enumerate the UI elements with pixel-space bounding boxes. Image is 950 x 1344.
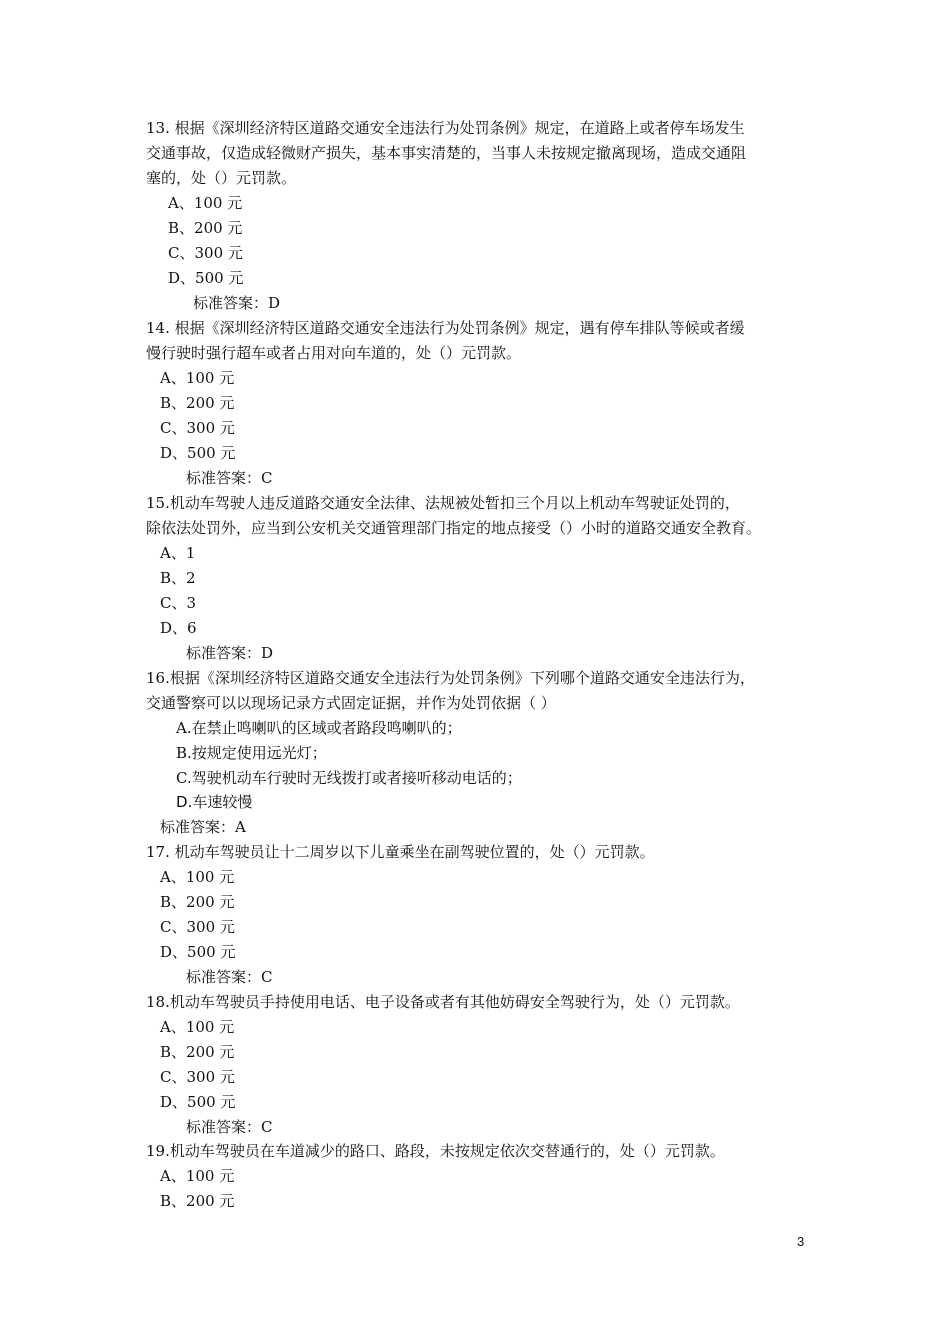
standard-answer: 标准答案：C [186,1118,273,1136]
option-b: B.按规定使用远光灯； [176,744,327,762]
question-text-line: 16.根据《深圳经济特区道路交通安全违法行为处罚条例》下列哪个道路交通安全违法行为， [146,669,755,687]
option-a: A.在禁止鸣喇叭的区域或者路段鸣喇叭的； [176,719,462,737]
option-c: C、3 [160,594,197,612]
standard-answer: 标准答案：C [186,469,273,487]
standard-answer: 标准答案：A [160,818,246,836]
option-d: D、500 元 [160,1093,236,1111]
option-b: B、200 元 [160,893,235,911]
option-d: D、500 元 [160,444,236,462]
option-c: C、300 元 [160,918,235,936]
option-d: D、6 [160,619,197,637]
question-text-line: 14. 根据《深圳经济特区道路交通安全违法行为处罚条例》规定，遇有停车排队等候或者缓 [146,319,745,337]
option-a: A、100 元 [160,1167,235,1185]
option-d: D、500 元 [168,269,244,287]
option-c: C、300 元 [168,244,243,262]
question-text-line: 交通警察可以以现场记录方式固定证据，并作为处罚依据（ ） [146,694,556,712]
question-text-line: 17. 机动车驾驶员让十二周岁以下儿童乘坐在副驾驶位置的，处（）元罚款。 [146,843,655,861]
option-c: C、300 元 [160,419,235,437]
option-d: D.车速较慢 [176,793,253,811]
standard-answer: 标准答案：D [186,644,274,662]
option-b: B、200 元 [168,219,243,237]
option-b: B、200 元 [160,1192,235,1210]
option-c: C.驾驶机动车行驶时无线拨打或者接听移动电话的； [176,769,522,787]
option-b: B、200 元 [160,394,235,412]
standard-answer: 标准答案：C [186,968,273,986]
option-a: A、100 元 [160,868,235,886]
option-b: B、200 元 [160,1043,235,1061]
question-text-line: 除依法处罚外，应当到公安机关交通管理部门指定的地点接受（）小时的道路交通安全教育。 [146,519,762,537]
standard-answer: 标准答案：D [193,294,281,312]
option-a: A、100 元 [168,194,243,212]
question-text-line: 慢行驶时强行超车或者占用对向车道的，处（）元罚款。 [146,344,522,362]
option-d: D、500 元 [160,943,236,961]
page-number: 3 [797,1234,805,1249]
question-text-line: 交通事故，仅造成轻微财产损失，基本事实清楚的，当事人未按规定撤离现场，造成交通阻 [146,144,747,162]
option-a: A、100 元 [160,1018,235,1036]
option-a: A、100 元 [160,369,235,387]
question-text-line: 19.机动车驾驶员在车道减少的路口、路段，未按规定依次交替通行的，处（）元罚款。 [146,1142,725,1160]
option-a: A、1 [160,544,196,562]
option-c: C、300 元 [160,1068,235,1086]
question-text-line: 塞的，处（）元罚款。 [146,169,297,187]
question-text-line: 13. 根据《深圳经济特区道路交通安全违法行为处罚条例》规定，在道路上或者停车场发生 [146,119,745,137]
question-text-line: 15.机动车驾驶人违反道路交通安全法律、法规被处暂扣三个月以上机动车驾驶证处罚的， [146,494,740,512]
option-b: B、2 [160,569,196,587]
question-text-line: 18.机动车驾驶员手持使用电话、电子设备或者有其他妨碍安全驾驶行为，处（）元罚款。 [146,993,740,1011]
